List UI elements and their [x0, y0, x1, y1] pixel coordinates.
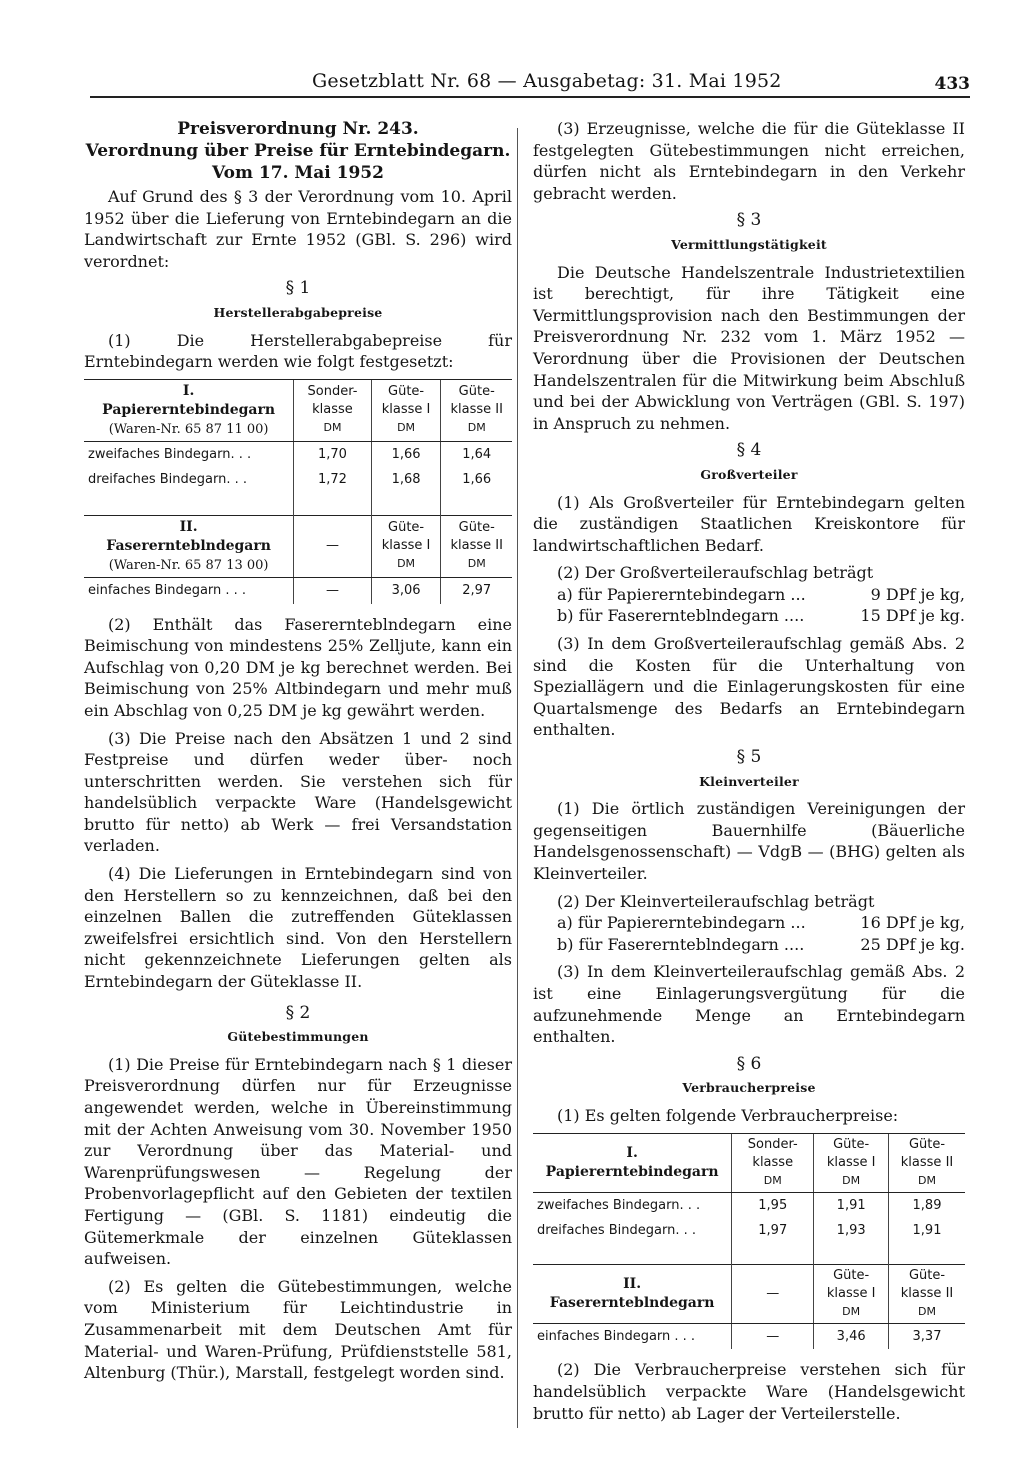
section-1-number: § 1 — [285, 278, 311, 299]
col-header-g1-label: Güte-klasse I — [826, 1136, 876, 1170]
section-4-para-2: (2) Der Großverteileraufschlag beträgt — [557, 563, 874, 583]
header-rule — [90, 96, 970, 98]
cell-value: — — [294, 577, 371, 603]
cell-value: 1,91 — [889, 1218, 965, 1244]
section-5-para-1: (1) Die örtlich zuständigen Vereinigungen der gegenseitigen Bauernhilfe (Bäuerliche Handelsgenossenschaft) — VdgB — (BHG) gelten als Kleinverteiler. — [533, 799, 965, 883]
surcharge-value: 15 DPf je kg. — [860, 606, 965, 626]
col-header-g2-label: Güte-klasse II — [900, 1136, 954, 1170]
col-header-g1-label: Güte-klasse I — [381, 384, 431, 418]
table-category-2 — [533, 1264, 732, 1323]
column-divider — [517, 128, 518, 1428]
col-unit: DM — [842, 1304, 861, 1318]
surcharge-item — [533, 934, 965, 956]
cell-value: 3,06 — [371, 577, 441, 603]
section-4-para-1: (1) Als Großverteiler für Erntebindegarn gelten die zuständigen Staatlichen Kreiskontore für landwirtschaftlichen Bedarf. — [533, 492, 965, 555]
right-column — [533, 118, 965, 1430]
cell-value: 1,89 — [889, 1192, 965, 1218]
section-4-title: Großverteiler — [700, 466, 798, 482]
col-header-g1 — [371, 379, 441, 441]
section-5-number: § 5 — [736, 747, 762, 768]
category-2-roman: II. — [179, 518, 198, 535]
category-1-roman: I. — [182, 382, 195, 399]
category-2-name: Faserernteblndegarn — [106, 537, 271, 554]
cell-value: 1,93 — [814, 1218, 889, 1244]
section-3-title: Vermittlungstätigkeit — [671, 236, 827, 252]
cell-value: 2,97 — [441, 577, 512, 603]
section-5-para-3: (3) In dem Kleinverteileraufschlag gemäß Abs. 2 ist eine Einlagerungsvergütung für die aufzunehmende Menge an Erntebindegarn enthalten. — [533, 962, 965, 1047]
section-6-number: § 6 — [736, 1053, 762, 1074]
row-label: zweifaches Bindegarn. . . — [88, 446, 252, 462]
cell-value: 1,72 — [294, 467, 371, 493]
cell-value: 1,66 — [371, 441, 441, 467]
col-header-sonder-label: Sonder-klasse — [307, 384, 358, 418]
dash-cell: — — [766, 1285, 780, 1301]
col-header-sonder — [732, 1133, 814, 1192]
col-unit: DM — [842, 1173, 861, 1187]
table-row — [84, 467, 512, 493]
col-header-g2-label: Güte-klasse II — [450, 384, 503, 418]
col-header-g1 — [814, 1133, 889, 1192]
ordinance-title: Verordnung über Preise für Erntebindegarn. — [85, 141, 511, 161]
col-header-g1-2 — [371, 515, 441, 577]
category-2-name: Faserernteblndegarn — [549, 1294, 715, 1311]
surcharge-value: 25 DPf je kg. — [860, 934, 965, 954]
manufacturer-price-table — [84, 379, 512, 604]
col-header-g2 — [441, 379, 512, 441]
section-5-para-2: (2) Der Kleinverteileraufschlag beträgt — [557, 891, 875, 911]
section-1-para-1: (1) Die Herstellerabgabepreise für Erntebindegarn werden wie folgt festgesetzt: — [84, 330, 512, 372]
section-4-para-3: (3) In dem Großverteileraufschlag gemäß Abs. 2 sind die Kosten für die Unterhaltung von Speziallägern und die Einlagerungskosten für eine Quartalsmenge des Bedarfs an Erntebindegarn enthalten. — [533, 634, 965, 740]
category-2-ware-number: (Waren-Nr. 65 87 13 00) — [108, 557, 269, 573]
section-1-para-2: (2) Enthält das Faserernteblndegarn eine Beimischung von mindestens 25% Zelljute, kann ein Aufschlag von 0,20 DM je kg berechnet werden. Bei Beimischung von 25% Altbindegarn und mehr muß ein Abschlag von 0,25 DM je kg gewährt werden. — [84, 614, 512, 720]
header-title: Gesetzblatt Nr. 68 — Ausgabetag: 31. Mai 1952 — [312, 70, 782, 92]
row-label: einfaches Bindegarn . . . — [88, 582, 247, 598]
surcharge-value: 9 DPf je kg, — [870, 584, 965, 604]
cell-value: 1,68 — [371, 467, 441, 493]
section-2-title: Gütebestimmungen — [227, 1029, 369, 1045]
section-2-para-1: (1) Die Preise für Erntebindegarn nach § 1 dieser Preisverordnung dürfen nur für Erzeugnisse angewendet werden, welche in Übereinstimmung mit der Achten Anweisung vom 30. November 1950 zur Verordnung über das Material- und Warenprüfungswesen — Regelung der Probenvorlagepflicht auf den Gebieten der textilen Fertigung — (GBl. S. 1181) eindeutig die Gütemerkmale der einzelnen Güteklassen aufweisen. — [84, 1054, 512, 1269]
section-1-para-4: (4) Die Lieferungen in Erntebindegarn sind von den Herstellern so zu kennzeichnen, daß bei den einzelnen Ballen die zutreffenden Güteklassen zweifelsfrei ersichtlich sind. Von den Herstellern nicht gekennzeichnete Lieferungen gelten als Erntebindegarn der Güteklasse II. — [84, 864, 512, 992]
col-header-g2-label: Güte-klasse II — [900, 1267, 954, 1301]
surcharge-value: 16 DPf je kg, — [860, 913, 965, 933]
row-label: zweifaches Bindegarn. . . — [537, 1197, 701, 1213]
col-unit: DM — [763, 1173, 782, 1187]
col-unit: DM — [467, 557, 486, 571]
section-6-title: Verbraucherpreise — [682, 1080, 816, 1096]
surcharge-item — [533, 605, 965, 627]
section-6-para-1: (1) Es gelten folgende Verbraucherpreise: — [557, 1105, 899, 1125]
category-2-roman: II. — [623, 1275, 642, 1292]
surcharge-label: a) für Papiererntebindegarn ... — [557, 584, 806, 604]
col-header-sonder-label: Sonder-klasse — [747, 1136, 798, 1170]
section-2-para-3: (3) Erzeugnisse, welche die für die Güteklasse II festgelegten Gütebestimmungen nicht erreichen, dürfen nicht als Erntebindegarn in den Verkehr gebracht werden. — [533, 119, 965, 203]
dash-cell: — — [325, 538, 339, 554]
col-unit: DM — [397, 557, 416, 571]
section-1-para-3: (3) Die Preise nach den Absätzen 1 und 2 sind Festpreise und dürfen weder über- noch unterschritten werden. Sie verstehen sich für handelsüblich verpackte Ware (Handelsgewicht brutto für netto) ab Werk — frei Versandstation verladen. — [84, 728, 512, 856]
row-label: einfaches Bindegarn . . . — [537, 1328, 696, 1344]
section-2-number: § 2 — [285, 1002, 311, 1023]
cell-value: — — [732, 1323, 814, 1349]
col-header-sonder-2 — [294, 515, 371, 577]
col-header-g1-2 — [814, 1264, 889, 1323]
col-header-sonder — [294, 379, 371, 441]
col-unit: DM — [918, 1173, 936, 1187]
cell-value: 1,64 — [441, 441, 512, 467]
consumer-price-table — [533, 1133, 965, 1350]
cell-value: 3,37 — [889, 1323, 965, 1349]
col-header-g1-label: Güte-klasse I — [381, 520, 431, 554]
cell-value: 1,66 — [441, 467, 512, 493]
row-label: dreifaches Bindegarn. . . — [537, 1223, 697, 1239]
table-category-1 — [84, 379, 294, 441]
ordinance-number: Preisverordnung Nr. 243. — [177, 119, 419, 139]
section-6-para-2: (2) Die Verbraucherpreise verstehen sich für handelsüblich verpackte Ware (Handelsgewicht brutto für netto) ab Lager der Verteilerstelle. — [533, 1360, 965, 1423]
section-2-para-2: (2) Es gelten die Gütebestimmungen, welche vom Ministerium für Leichtindustrie in Zusammenarbeit mit dem Deutschen Amt für Material- und Waren-Prüfung, Prüfdienststelle 581, Altenburg (Thür.), Marstall, festgelegt worden sind. — [84, 1276, 512, 1383]
table-row — [533, 1323, 965, 1349]
col-header-g1-label: Güte-klasse I — [826, 1267, 876, 1301]
table-row — [84, 441, 512, 467]
cell-value: 1,91 — [814, 1192, 889, 1218]
left-column — [84, 118, 512, 1390]
category-1-name: Papiererntebindegarn — [545, 1163, 719, 1180]
row-label: dreifaches Bindegarn. . . — [88, 472, 248, 488]
section-4-number: § 4 — [736, 440, 762, 461]
surcharge-item — [533, 584, 965, 606]
section-1-title: Herstellerabgabepreise — [213, 304, 383, 320]
col-header-g2-2 — [889, 1264, 965, 1323]
section-5-title: Kleinverteiler — [699, 773, 799, 789]
ordinance-date: Vom 17. Mai 1952 — [212, 163, 384, 183]
section-3-para-1: Die Deutsche Handelszentrale Industrietextilien ist berechtigt, für ihre Tätigkeit eine Vermittlungsprovision nach den Bestimmungen der Preisverordnung Nr. 232 vom 1. März 1952 — Verordnung über die Provisionen der Deutschen Handelszentralen für die Mitwirkung beim Abschluß und bei der Abwicklung von Verträgen (GBl. S. 197) in Anspruch zu nehmen. — [533, 262, 965, 433]
surcharge-label: a) für Papiererntebindegarn ... — [557, 913, 806, 933]
col-unit: DM — [467, 421, 486, 435]
table-row — [533, 1192, 965, 1218]
category-1-roman: I. — [626, 1144, 638, 1161]
cell-value: 1,70 — [294, 441, 371, 467]
col-unit: DM — [397, 421, 416, 435]
page-number: 433 — [934, 74, 970, 94]
surcharge-item — [533, 912, 965, 934]
table-row — [533, 1218, 965, 1244]
cell-value: 3,46 — [814, 1323, 889, 1349]
col-header-g2-label: Güte-klasse II — [450, 520, 503, 554]
table-row — [84, 577, 512, 603]
category-1-ware-number: (Waren-Nr. 65 87 11 00) — [108, 421, 269, 437]
col-unit: DM — [323, 421, 342, 435]
page-header — [90, 70, 970, 96]
surcharge-label: b) für Faserernteblndegarn .... — [557, 606, 805, 626]
section-3-number: § 3 — [736, 210, 762, 231]
table-category-1 — [533, 1133, 732, 1192]
col-header-g2-2 — [441, 515, 512, 577]
col-unit: DM — [918, 1304, 936, 1318]
surcharge-label: b) für Faserernteblndegarn .... — [557, 934, 805, 954]
category-1-name: Papiererntebindegarn — [102, 401, 276, 418]
table-category-2 — [84, 515, 294, 577]
col-header-g2 — [889, 1133, 965, 1192]
col-header-sonder-2 — [732, 1264, 814, 1323]
cell-value: 1,97 — [732, 1218, 814, 1244]
intro-paragraph: Auf Grund des § 3 der Verordnung vom 10. April 1952 über die Lieferung von Erntebindegarn an die Landwirtschaft zur Ernte 1952 (GBl. S. 296) wird verordnet: — [84, 187, 512, 271]
cell-value: 1,95 — [732, 1192, 814, 1218]
